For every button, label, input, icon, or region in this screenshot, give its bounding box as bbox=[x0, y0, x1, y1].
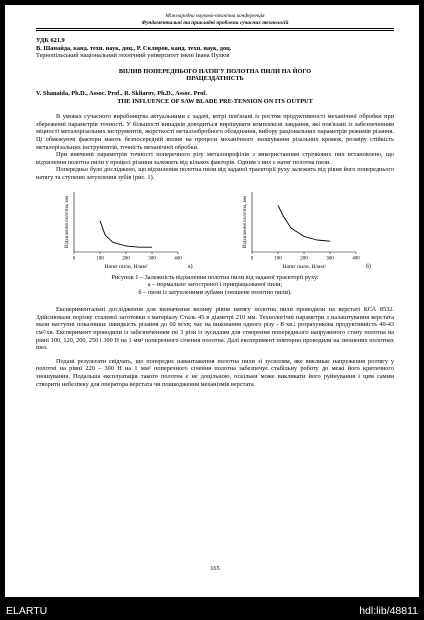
authors-en: V. Shanaida, Ph.D., Assoc. Prof., R. Skliarov, Ph.D., Assoc. Prof. bbox=[36, 89, 207, 97]
x-tick-label: 200 bbox=[122, 256, 130, 261]
series-line-0 bbox=[100, 220, 152, 246]
chart-a bbox=[36, 186, 211, 270]
paragraph-2: При вивченні параметрів точності поперечного різу металопрофілів з використанням стрічкових пил встановлено, що відхилення полотна пили у процесі різання залежить від кількох факторів. Одним з них є натяг полотна пили. bbox=[36, 151, 394, 166]
x-tick-label: 0 bbox=[72, 256, 76, 261]
title-ua-line2: ПРАЦЕЗДАТНІСТЬ bbox=[186, 75, 244, 83]
page-number: 165 bbox=[210, 565, 220, 572]
y-axis-label: Відхилення полотна, мм bbox=[243, 195, 248, 248]
x-tick-label: 400 bbox=[174, 256, 182, 261]
conference-name: Міжнародна науково-технічна конференція bbox=[165, 13, 265, 19]
conference-theme: Фундаментальні та прикладні проблеми сучасних технологій bbox=[141, 20, 289, 26]
document-page bbox=[5, 5, 419, 597]
header-rule-thin bbox=[36, 30, 394, 31]
figure-1 bbox=[36, 186, 394, 274]
title-ua-line1: ВПЛИВ ПОПЕРЕДНЬОГО НАТЯГУ ПОЛОТНА ПИЛИ НА ЙОГО bbox=[118, 67, 312, 75]
x-axis-label: Натяг пили, Н/мм² bbox=[104, 263, 148, 270]
footer-bar bbox=[0, 603, 424, 620]
x-tick-label: 400 bbox=[352, 256, 360, 261]
affiliation: Тернопільський національний технічний університет імені Івана Пулюя bbox=[36, 52, 230, 60]
udk-code: УДК 621.9 bbox=[36, 37, 65, 44]
paragraph-4: Експериментальні дослідження для визначення впливу рівня натягу полотна пили проводили на верстаті КСА 8532. Здійснювали порізку сталевої заготовки з матеріалу Сталь 45 в діаметрі 210 мм. Технологічні параметри з налаштування верстата мали наступні показники: швидкість різання до 60 м/хв; час на виконання одного різу - 8 хв.; розрахункова продуктивність 40-43 см²/хв. Експеримент проводили із забезпеченням по 3 різи із зусиллям для створення попереднього напруженого стану полотна на рівні 100, 120, 200, 250 і 300 Н на 1 мм² поперечного січення полотна. Далі експеримент повторно проводили на зношених полотнах пил. bbox=[36, 306, 394, 352]
title-en: THE INFLUENCE OF SAW BLADE PRE-TENSION ON ITS OUTPUT bbox=[117, 97, 313, 105]
authors-ua: В. Шанайда, канд. техн. наук, доц., Р. Скляров, канд. техн. наук, доц. bbox=[36, 44, 232, 52]
figure-caption-a: а – нормально загостреної і припрацьованої пили; bbox=[147, 281, 283, 289]
x-tick-label: 0 bbox=[250, 256, 254, 261]
page-content bbox=[36, 13, 394, 572]
series-line-0 bbox=[278, 205, 330, 241]
x-tick-label: 100 bbox=[274, 256, 282, 261]
x-axis-label: Натяг пили, Н/мм² bbox=[282, 263, 326, 270]
figure-caption-b: б – пили із затупленими зубами (зношене полотно пили). bbox=[138, 288, 292, 296]
figure-caption: Рисунок 1 – Залежність відхилення полотна пили від заданої траєкторії руху: bbox=[111, 273, 319, 281]
panel-label: а) bbox=[188, 263, 193, 270]
x-tick-label: 300 bbox=[148, 256, 156, 261]
x-tick-label: 100 bbox=[96, 256, 104, 261]
footer-repository: ELARTU bbox=[6, 605, 48, 617]
footer-handle: hdl:lib/48811 bbox=[359, 605, 418, 617]
x-tick-label: 300 bbox=[326, 256, 334, 261]
y-axis-label: Відхилення полотна, мм bbox=[65, 195, 70, 248]
header-rule bbox=[36, 28, 394, 29]
paragraph-3: Попередньо було досліджено, що відхилення полотна пили від заданої траєкторії руху залежить від рівня його попереднього натягу та ступеню затуплення зубів (рис. 1). bbox=[36, 166, 394, 181]
chart-b bbox=[214, 186, 389, 270]
paragraph-1: В умовах сучасного виробництва актуальними є задачі, котрі пов'язані із ростом продуктивності механічної обробки при збереженні параметрів точності. У більшості випадків доводиться вирішувати комплексні завдання, які пов'язані із забезпеченням міцності металорізальних інструментів, жорсткості металообробного обладнання, вибору раціональних параметрів режимів різання. Ці обмежуючі фактори мають безпосередній вплив на процеси механічного зношування різальних кромок, розміру стійкість металорізальних інструментів, точність механічної обробки. bbox=[36, 113, 394, 151]
paragraph-5: Подані результати свідчать, що попереднє навантаження полотна пили зі зусиллям, яке викликає напруження розтягу у полотні на рівні 220 – 300 Н на 1 мм² поперечного січення полотна забезпечує стабільну роботу до межі його критичного зношування. Подальша експлуатація такого полотна є не доцільною, оскільки може викликати його руйнування і цим самим створити небезпеку для оператора верстата чи пошкодження механізмів верстата. bbox=[36, 357, 394, 388]
x-tick-label: 200 bbox=[300, 256, 308, 261]
panel-label: б) bbox=[366, 263, 371, 270]
running-header bbox=[36, 13, 394, 27]
